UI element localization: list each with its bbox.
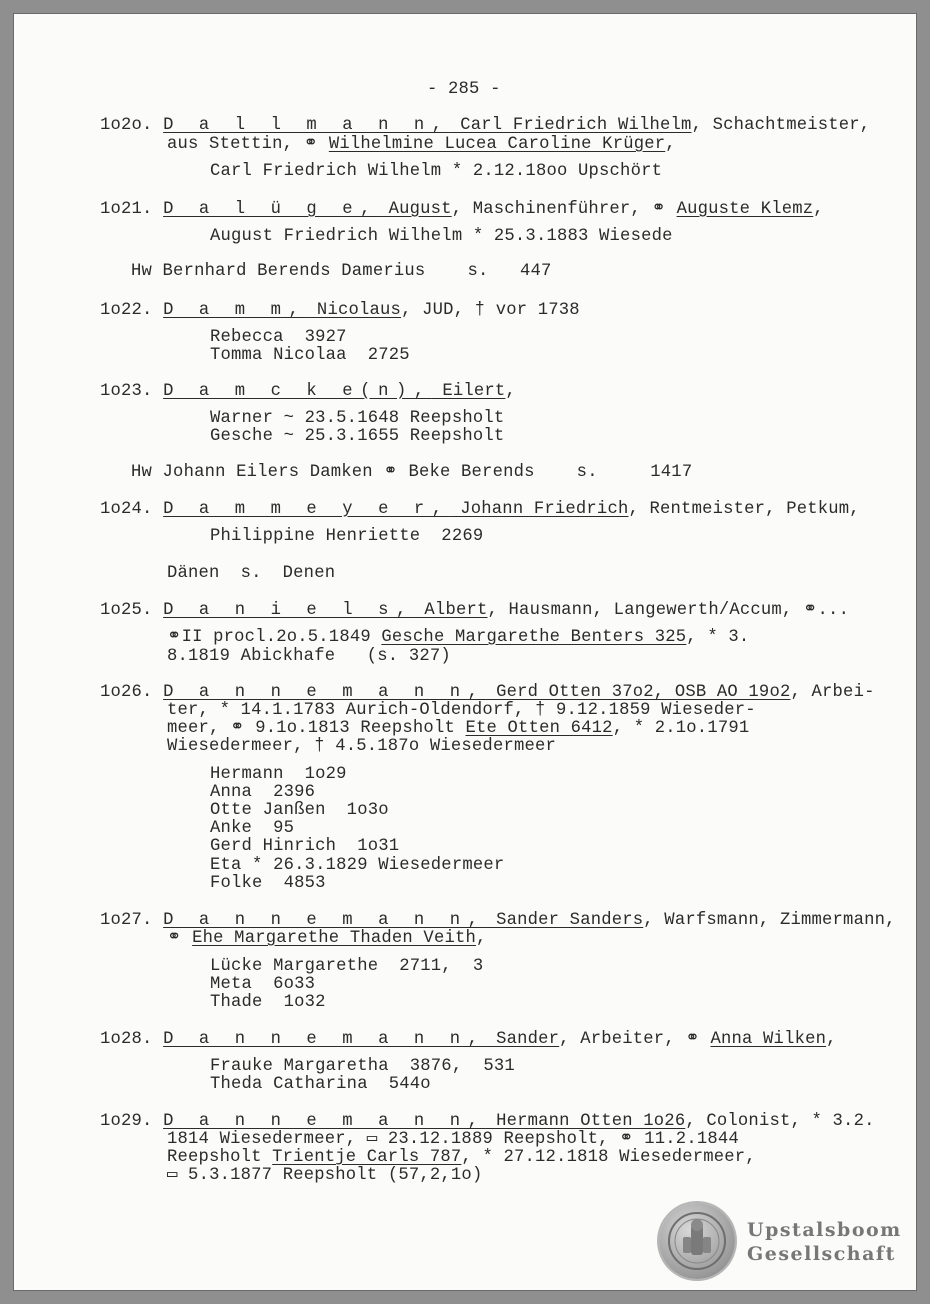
cross-reference: Hw Bernhard Berends Damerius s. 447 — [131, 262, 552, 281]
child-entry: Rebecca 3927 — [210, 328, 347, 347]
entry-1025-line3: 8.1819 Abickhafe (s. 327) — [167, 647, 451, 666]
spouse-name: Ete Otten 6412 — [465, 719, 613, 738]
spouse-name: Ehe Margarethe Thaden Veith — [192, 929, 477, 948]
child-entry: Folke 4853 — [210, 874, 326, 893]
child-entry: Tomma Nicolaa 2725 — [210, 346, 410, 365]
entry-number: 1o21. — [100, 200, 153, 219]
child-entry: Anna 2396 — [210, 783, 316, 802]
surname: D a m c k e(n), Eilert — [163, 382, 506, 401]
child-entry: Hermann 1o29 — [210, 765, 347, 784]
entry-number: 1o25. — [100, 601, 153, 620]
entry-1024-line1: 1o24. D a m m e y e r, Johann Friedrich, Rentmeister, Petkum, — [100, 500, 860, 519]
child-entry: Theda Catharina 544o — [210, 1075, 431, 1094]
spouse-name: Trientje Carls 787 — [272, 1148, 462, 1167]
child-entry: Gerd Hinrich 1o31 — [210, 837, 400, 856]
child-entry: Warner ~ 23.5.1648 Reepsholt — [210, 409, 505, 428]
surname: D a n n e m a n n, Gerd Otten 37o2, OSB AO 19o2 — [163, 683, 791, 702]
entry-1029-line3: Reepsholt Trientje Carls 787, * 27.12.1818 Wiesedermeer, — [167, 1148, 756, 1167]
child-entry: Thade 1o32 — [210, 993, 326, 1012]
spouse-name: Wilhelmine Lucea Caroline Krüger — [328, 135, 666, 154]
child-entry: August Friedrich Wilhelm * 25.3.1883 Wiesede — [210, 227, 673, 246]
entry-1029-line4: ▭ 5.3.1877 Reepsholt (57,2,1o) — [167, 1166, 483, 1185]
entry-number: 1o29. — [100, 1112, 153, 1131]
child-entry: Carl Friedrich Wilhelm * 2.12.18oo Upschört — [210, 162, 663, 181]
seal-icon — [659, 1203, 735, 1279]
entry-1026-line3: meer, ⚭ 9.1o.1813 Reepsholt Ete Otten 6412, * 2.1o.1791 — [167, 719, 750, 738]
entry-1026-line1: 1o26. D a n n e m a n n, Gerd Otten 37o2, OSB AO 19o2, Arbei- — [100, 683, 875, 702]
surname: D a n n e m a n n, Sander — [163, 1030, 560, 1049]
surname: D a n n e m a n n, Hermann Otten 1o26 — [163, 1112, 686, 1131]
logo-text-line2: Gesellschaft — [747, 1243, 896, 1265]
cross-reference: Hw Johann Eilers Damken ⚭ Beke Berends s. 1417 — [131, 463, 693, 482]
entry-number: 1o2o. — [100, 116, 153, 135]
child-entry: Frauke Margaretha 3876, 531 — [210, 1057, 515, 1076]
child-entry: Lücke Margarethe 2711, 3 — [210, 957, 484, 976]
entry-1023-line1: 1o23. D a m c k e(n), Eilert, — [100, 382, 516, 401]
surname: D a m m e y e r, Johann Friedrich — [163, 500, 629, 519]
entry-1029-line1: 1o29. D a n n e m a n n, Hermann Otten 1o26, Colonist, * 3.2. — [100, 1112, 875, 1131]
entry-1026-line4: Wiesedermeer, † 4.5.187o Wiesedermeer — [167, 737, 557, 756]
entry-1022-line1: 1o22. D a m m, Nicolaus, JUD, † vor 1738 — [100, 301, 580, 320]
upstalsboom-logo — [659, 1201, 909, 1283]
entry-1029-line2: 1814 Wiesedermeer, ▭ 23.12.1889 Reepsholt, ⚭ 11.2.1844 — [167, 1130, 739, 1149]
child-entry: Gesche ~ 25.3.1655 Reepsholt — [210, 427, 505, 446]
entry-1026-line2: ter, * 14.1.1783 Aurich-Oldendorf, † 9.12.1859 Wieseder- — [167, 701, 756, 720]
spouse-name: Auguste Klemz — [676, 200, 814, 219]
child-entry: Philippine Henriette 2269 — [210, 527, 484, 546]
entry-number: 1o27. — [100, 911, 153, 930]
entry-1020-line1 — [100, 116, 870, 135]
child-entry: Meta 6o33 — [210, 975, 316, 994]
entry-1027-line1: 1o27. D a n n e m a n n, Sander Sanders, Warfsmann, Zimmermann, — [100, 911, 896, 930]
entry-1028-line1: 1o28. D a n n e m a n n, Sander, Arbeiter, ⚭ Anna Wilken, — [100, 1030, 837, 1049]
entry-1027-line2: ⚭ Ehe Margarethe Thaden Veith, — [167, 929, 487, 948]
entry-1025-line1: 1o25. D a n i e l s, Albert, Hausmann, Langewerth/Accum, ⚭... — [100, 601, 850, 620]
entry-number: 1o28. — [100, 1030, 153, 1049]
logo-text-line1: Upstalsboom — [747, 1219, 902, 1241]
page-number: - 285 - — [427, 80, 501, 99]
child-entry: Anke 95 — [210, 819, 295, 838]
entry-number: 1o24. — [100, 500, 153, 519]
entry-number: 1o22. — [100, 301, 153, 320]
entry-number: 1o26. — [100, 683, 153, 702]
child-entry: Otte Janßen 1o3o — [210, 801, 389, 820]
document-page — [14, 14, 916, 1290]
spouse-name: Gesche Margarethe Benters 325 — [381, 628, 687, 647]
cross-reference: Dänen s. Denen — [167, 564, 336, 583]
occupation: , Schachtmeister, — [691, 116, 871, 135]
entry-1021-line1: 1o21. D a l ü g e, August, Maschinenführer, ⚭ Auguste Klemz, — [100, 200, 824, 219]
entry-1025-line2: ⚭II procl.2o.5.1849 Gesche Margarethe Benters 325, * 3. — [167, 628, 750, 647]
surname: D a l l m a n n, Carl Friedrich Wilhelm — [163, 116, 692, 135]
surname: D a n i e l s, Albert — [163, 601, 488, 620]
surname: D a m m, Nicolaus — [163, 301, 402, 320]
entry-number: 1o23. — [100, 382, 153, 401]
spouse-name: Anna Wilken — [710, 1030, 827, 1049]
surname: D a l ü g e, August — [163, 200, 452, 219]
surname: D a n n e m a n n, Sander Sanders — [163, 911, 644, 930]
entry-1020-line2: aus Stettin, ⚭ Wilhelmine Lucea Caroline Krüger, — [167, 135, 676, 154]
child-entry: Eta * 26.3.1829 Wiesedermeer — [210, 856, 505, 875]
